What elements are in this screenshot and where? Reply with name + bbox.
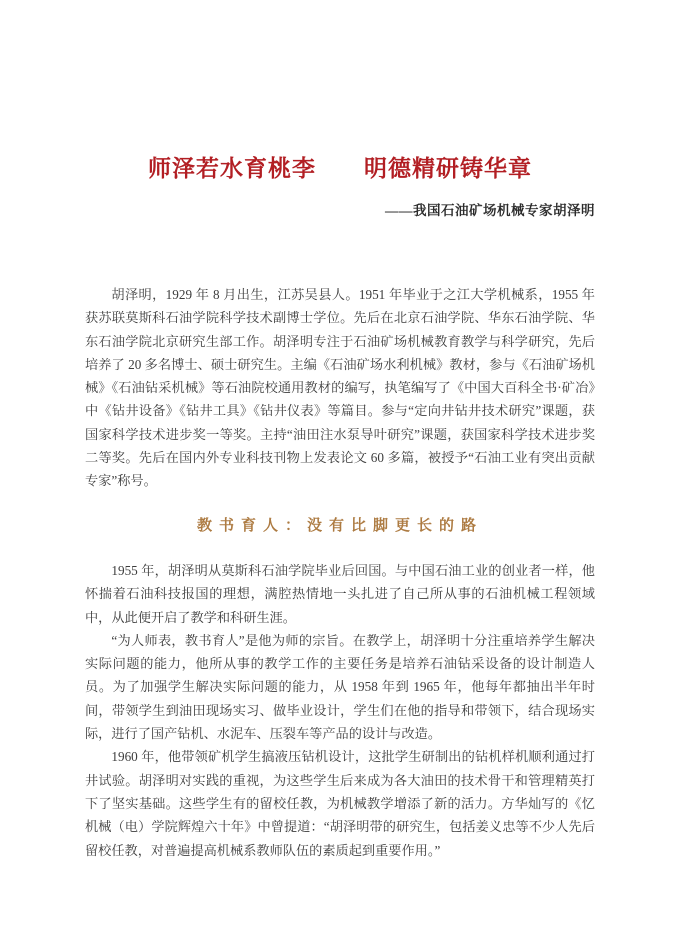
section-heading: 教书育人：没有比脚更长的路 — [196, 515, 483, 534]
page-subtitle: ——我国石油矿场机械专家胡泽明 — [385, 203, 595, 218]
paragraph: “为人师表，教书育人”是他为师的宗旨。在教学上，胡泽明十分注重培养学生解决实际问题的能力，他所从事的教学工作的主要任务是培养石油钻采设备的设计制造人员。为了加强学生解决实际问题的能力，从 1958 年到 1965 年，他每年都抽出半年时间，带领学生到油田现场实习、做毕业设计，学生们在他的指导和带领下，结合现场实际，进行了国产钻机、水泥车、压裂车等产品的设计与改造。 — [85, 632, 595, 742]
section-paragraphs — [85, 559, 595, 862]
article-body — [85, 283, 595, 862]
paragraph: 胡泽明，1929 年 8 月出生，江苏吴县人。1951 年毕业于之江大学机械系，1955 年获苏联莫斯科石油学院科学技术副博士学位。先后在北京石油学院、华东石油学院、华东石油学院北京研究生部工作。胡泽明专注于石油矿场机械教育教学与科学研究，先后培养了 20 多名博士、硕士研究生。主编《石油矿场水利机械》教材，参与《石油矿场机械》《石油钻采机械》等石油院校通用教材的编写，执笔编写了《中国大百科全书·矿冶》中《钻井设备》《钻井工具》《钻井仪表》等篇目。参与“定向井钻井技术研究”课题，获国家科学技术进步奖一等奖。主持“油田注水泵导叶研究”课题，获国家科学技术进步奖二等奖。先后在国内外专业科技刊物上发表论文 60 多篇，被授予“石油工业有突出贡献专家”称号。 — [85, 287, 595, 489]
paragraph: 1955 年，胡泽明从莫斯科石油学院毕业后回国。与中国石油工业的创业者一样，他怀揣着石油科技报国的理想，满腔热情地一头扎进了自己所从事的石油机械工程领域中，从此便开启了教学和科研生涯。 — [85, 562, 595, 625]
paragraph: 1960 年，他带领矿机学生搞液压钻机设计，这批学生研制出的钻机样机顺利通过打井试验。胡泽明对实践的重视，为这些学生后来成为各大油田的技术骨干和管理精英打下了坚实基础。这些学生有的留校任教，为机械教学增添了新的活力。方华灿写的《忆机械（电）学院辉煌六十年》中曾提道：“胡泽明带的研究生，包括姜义忠等不少人先后留校任教，对普遍提高机械系教师队伍的素质起到重要作用。” — [85, 749, 595, 858]
intro-paragraphs — [85, 283, 595, 493]
page-title: 师泽若水育桃李 明德精研铸华章 — [148, 156, 532, 181]
